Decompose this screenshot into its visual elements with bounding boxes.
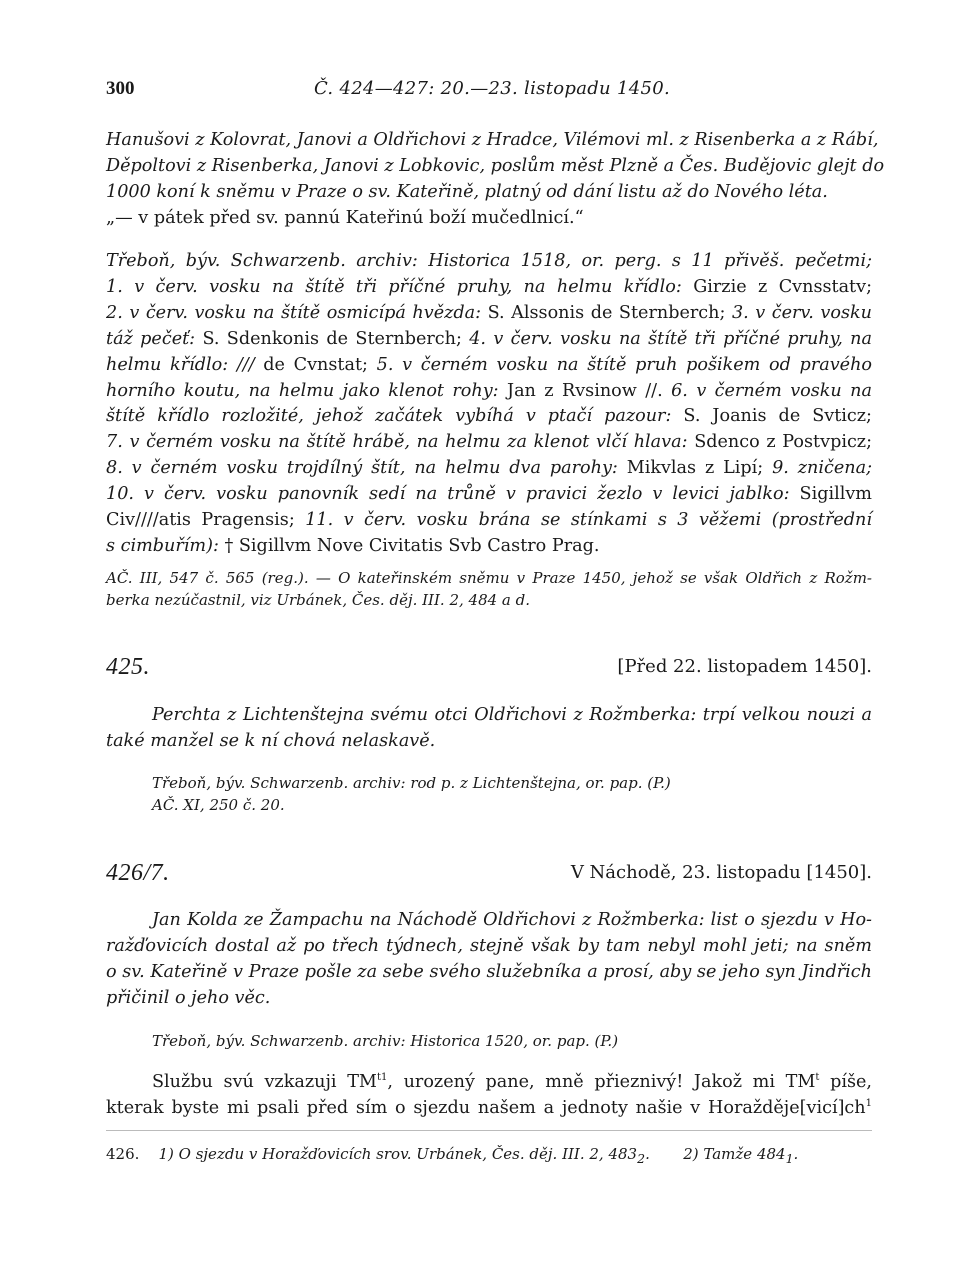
doc425-heading: [106, 654, 872, 684]
seal-segment: 2. v červ. vosku na štítě osmicípá hvězda:: [106, 302, 488, 323]
seal-line: [106, 379, 872, 405]
quote-line: „— v pátek před sv. pannú Kateřinú boží mučedlnicí.“: [106, 207, 584, 228]
seal-segment: Girzie z Cvnsstatv;: [693, 276, 872, 297]
seal-segment: S. Alssonis de Sternberch;: [487, 302, 732, 323]
summary-line: přičinil o jeho věc.: [106, 987, 271, 1008]
seal-line: [106, 534, 872, 560]
reference-line: AČ. III, 547 č. 565 (reg.). — O kateřinském sněmu v Praze 1450, jehož se však Oldřich z Rožm-: [106, 569, 872, 587]
seal-segment: 9. zničena;: [772, 458, 873, 479]
running-title: Č. 424—427: 20.—23. listopadu 1450.: [314, 78, 670, 99]
document-date: V Náchodě, 23. listopadu [1450].: [570, 862, 872, 883]
seal-segment: S. Sdenkonis de Sternberch;: [202, 328, 470, 349]
seal-segment: 3. v červ. vosku: [731, 302, 872, 323]
seal-segment: Civ////atis Pragensis;: [106, 510, 306, 531]
seal-segment: 1. v červ. vosku na štítě tři příčné pruhy, na helmu křídlo:: [106, 276, 694, 297]
doc426-summary: [106, 908, 872, 1012]
document-number: 425.: [106, 654, 150, 680]
seal-segment: Sdenco z Postvpicz;: [694, 432, 873, 453]
seal-segment: táž pečeť:: [106, 328, 203, 349]
summary-line: ražďovicích dostal až po třech týdnech, stejně však by tam nebyl mohl jeti; na sněm: [106, 935, 872, 956]
doc425-summary: [106, 703, 872, 755]
seal-segment: 6. v černém vosku na: [671, 380, 872, 401]
page-header: [106, 78, 872, 108]
seal-segment: 4. v červ. vosku na štítě tři příčné pruhy, na: [469, 328, 872, 349]
seal-segment: 7. v černém vosku na štítě hrábě, na helmu za klenot vlčí hlava:: [106, 432, 695, 453]
seal-segment: horního koutu, na helmu jako klenot rohy:: [106, 380, 508, 401]
text-line: Službu svú vzkazuji $TM^{t1}$, urozený pane, mně přieznivý! Jakož mi $TM^t$ píše,: [152, 1072, 872, 1092]
summary-line: 1000 koní k sněmu v Praze o sv. Kateřině, platný od dání listu až do Nového léta.: [106, 181, 828, 202]
seal-segment: de Cvnstat;: [263, 354, 377, 375]
doc426-heading: [106, 860, 872, 890]
seal-line: [106, 508, 872, 534]
footnote-label: 426.: [106, 1145, 140, 1163]
reference-line: AČ. XI, 250 č. 20.: [152, 796, 285, 814]
doc426-source: [106, 1030, 872, 1052]
seal-segment: † Sigillvm Nove Civitatis Svb Castro Prag.: [224, 535, 600, 556]
doc424-reference: [106, 567, 872, 611]
seal-segment: 10. v červ. vosku panovník sedí na trůně v pravici žezlo v levici jablko:: [106, 484, 800, 505]
doc425-source: [106, 772, 872, 816]
document-date: [Před 22. listopadem 1450].: [617, 656, 872, 677]
summary-line: také manžel se k ní chová nelaskavě.: [106, 730, 436, 751]
document-number: 426/7.: [106, 860, 170, 886]
text-line: kterak byste mi psali před sím o sjezdu našem a jednoty našie v $Horažděje[vicí]ch^1$: [106, 1097, 872, 1118]
summary-line: Perchta z Lichtenštejna svému otci Oldřichovi z Rožmberka: trpí velkou nouzi a: [152, 705, 872, 725]
seal-line: [106, 353, 872, 379]
seal-segment: s cimbuřím):: [106, 535, 225, 556]
seal-segment: štítě křídlo rozložité, jehož začátek vybíhá v ptačí pazour:: [106, 406, 684, 427]
footnote-rule: [106, 1130, 872, 1131]
seal-line: [106, 404, 872, 430]
seal-segment: Třeboň, býv. Schwarzenb. archiv: Historica 1518, or. perg. s 11 přivěš. pečetmi;: [106, 251, 872, 271]
doc424-seals: [106, 249, 872, 560]
seal-segment: Mikvlas z Lipí;: [626, 458, 773, 479]
reference-line: berka nezúčastnil, viz Urbánek, Čes. děj. III. 2, 484 a d.: [106, 591, 530, 609]
seal-segment: Sigillvm: [799, 484, 872, 505]
seal-segment: Jan z Rvsinow //.: [507, 380, 672, 401]
seal-segment: S. Joanis de Svticz;: [683, 406, 872, 427]
seal-line: [106, 430, 872, 456]
seal-segment: helmu křídlo: ///: [106, 354, 264, 375]
summary-line: o sv. Kateřině v Praze pošle za sebe svého služebníka a prosí, aby se jeho syn Jindřich: [106, 961, 872, 982]
footnotes: [106, 1143, 872, 1170]
seal-line: [106, 301, 872, 327]
seal-segment: 11. v červ. vosku brána se stínkami s 3 věžemi (prostřední: [305, 510, 872, 531]
footnote-1: 1) O sjezdu v Horažďovicích srov. Urbánek, Čes. děj. III. 2, $483_2$.: [158, 1145, 650, 1166]
seal-line: [106, 327, 872, 353]
seal-line: [106, 275, 872, 301]
page-number: 300: [106, 78, 135, 99]
seal-line: [106, 482, 872, 508]
source-line: Třeboň, býv. Schwarzenb. archiv: rod p. z Lichtenštejna, or. pap. (P.): [152, 774, 671, 792]
seal-line: [106, 249, 872, 275]
summary-line: Děpoltovi z Risenberka, Janovi z Lobkovic, poslům měst Plzně a Čes. Budějovic glejt do: [106, 155, 885, 176]
seal-segment: 8. v černém vosku trojdílný štít, na helmu dva parohy:: [106, 458, 627, 479]
doc424-summary: [106, 128, 885, 232]
source-line: Třeboň, býv. Schwarzenb. archiv: Historica 1520, or. pap. (P.): [152, 1032, 619, 1050]
doc426-text: [106, 1070, 872, 1122]
seal-line: [106, 456, 872, 482]
summary-line: Hanušovi z Kolovrat, Janovi a Oldřichovi z Hradce, Vilémovi ml. z Risenberka a z Rábí,: [106, 130, 879, 150]
summary-line: Jan Kolda ze Žampachu na Náchodě Oldřichovi z Rožmberka: list o sjezdu v Ho-: [152, 910, 872, 930]
footnote-2: 2) Tamže $484_1$.: [683, 1145, 799, 1166]
seal-segment: 5. v černém vosku na štítě pruh pošikem od pravého: [376, 354, 872, 375]
